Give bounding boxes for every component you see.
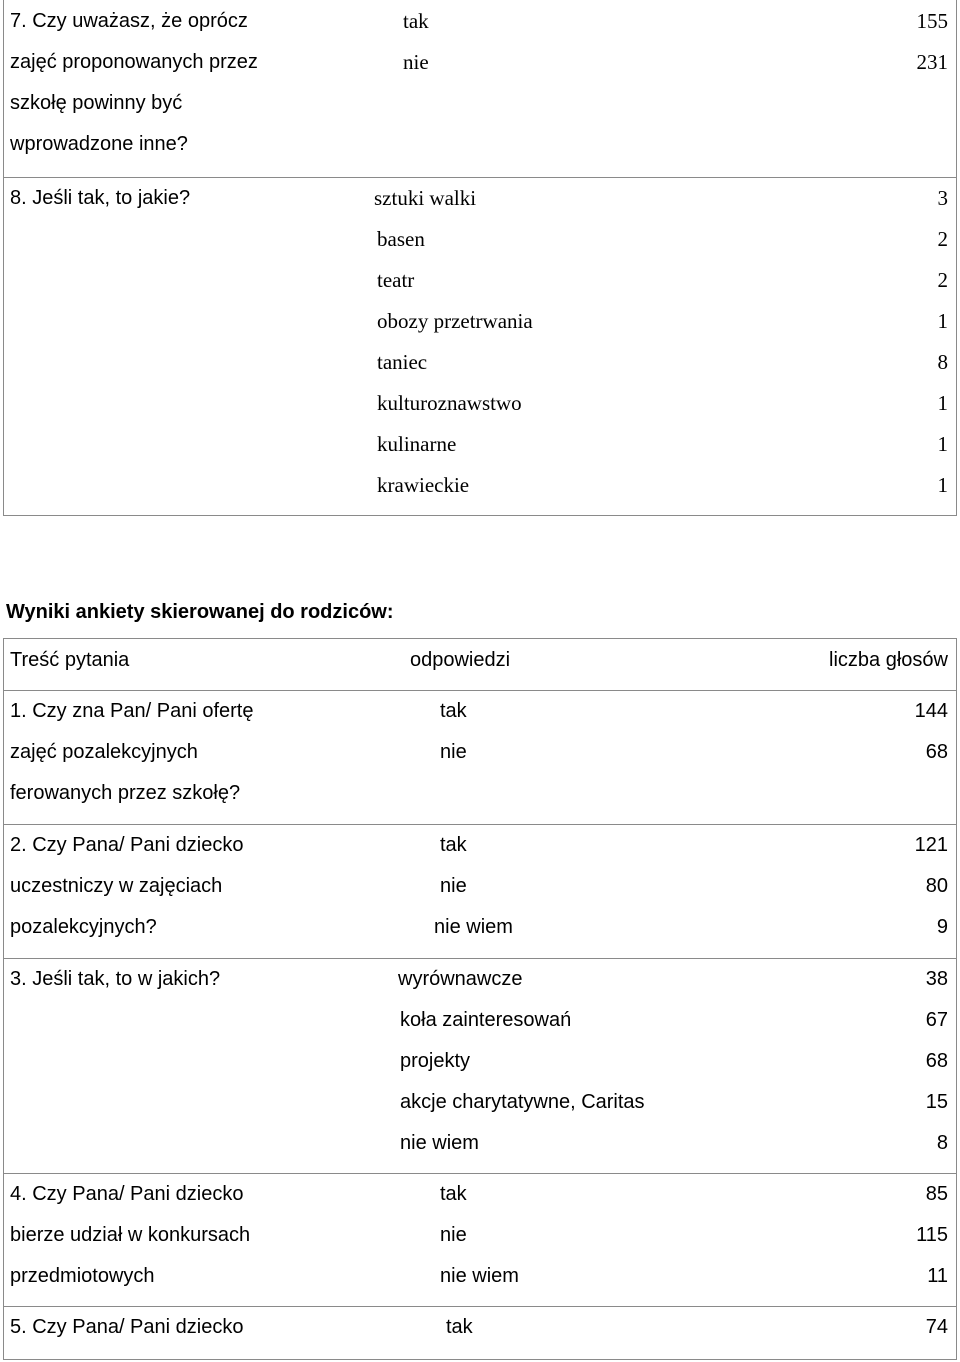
table-row	[4, 0, 956, 178]
answer-count: 2	[937, 268, 948, 292]
answer-count: 38	[925, 968, 948, 990]
table-row	[4, 178, 956, 515]
table-header-row	[4, 639, 956, 691]
answer-label: tak	[440, 700, 467, 722]
answer-label: tak	[440, 834, 467, 856]
answer-count: 85	[925, 1183, 948, 1205]
answer-count: 121	[914, 834, 948, 856]
answer-label: tak	[446, 1316, 473, 1338]
question-line: 1. Czy zna Pan/ Pani ofertę	[10, 700, 254, 722]
table-row	[4, 959, 956, 1174]
table-row	[4, 1174, 956, 1307]
answer-count: 68	[925, 741, 948, 763]
survey-table-students	[3, 0, 957, 516]
question-line: 2. Czy Pana/ Pani dziecko	[10, 834, 244, 856]
answer-label: obozy przetrwania	[377, 309, 533, 333]
answer-count: 1	[937, 473, 948, 497]
answer-label: kulturoznawstwo	[377, 391, 522, 415]
answer-count: 8	[937, 350, 948, 374]
answer-count: 80	[925, 875, 948, 897]
answer-count: 9	[936, 916, 948, 938]
answer-count: 15	[925, 1091, 948, 1113]
answer-count: 115	[916, 1224, 948, 1246]
question-line: zajęć pozalekcyjnych	[10, 741, 198, 763]
question-line: 3. Jeśli tak, to w jakich?	[10, 968, 221, 990]
answer-count: 74	[925, 1316, 948, 1338]
question-line: ferowanych przez szkołę?	[10, 782, 241, 804]
answer-label: koła zainteresowań	[400, 1009, 572, 1031]
answer-count: 3	[937, 186, 948, 210]
answer-count: 11	[927, 1265, 948, 1287]
table-row	[4, 1307, 956, 1359]
answer-count: 68	[925, 1050, 948, 1072]
question-line: 8. Jeśli tak, to jakie?	[10, 187, 191, 209]
question-line: bierze udział w konkursach	[10, 1224, 251, 1246]
answer-label: taniec	[377, 350, 428, 374]
answer-label: nie	[440, 741, 467, 763]
header-question: Treść pytania	[10, 649, 130, 671]
answer-label: nie	[403, 50, 429, 74]
header-answers: odpowiedzi	[410, 649, 511, 671]
answer-label: nie wiem	[400, 1132, 479, 1154]
question-line: 5. Czy Pana/ Pani dziecko	[10, 1316, 244, 1338]
answer-count: 1	[937, 432, 948, 456]
question-line: 4. Czy Pana/ Pani dziecko	[10, 1183, 244, 1205]
answer-label: krawieckie	[377, 473, 470, 497]
question-line: zajęć proponowanych przez	[10, 51, 258, 73]
question-line: 7. Czy uważasz, że oprócz	[10, 10, 248, 32]
header-votes: liczba głosów	[829, 649, 948, 671]
table-row	[4, 691, 956, 825]
answer-label: teatr	[377, 268, 415, 292]
answer-label: projekty	[400, 1050, 471, 1072]
question-line: wprowadzone inne?	[10, 133, 188, 155]
answer-label: nie	[440, 1224, 467, 1246]
question-line: szkołę powinny być	[10, 92, 183, 114]
survey-table-parents	[3, 638, 957, 1360]
answer-label: kulinarne	[377, 432, 457, 456]
answer-label: sztuki walki	[374, 186, 477, 210]
answer-label: basen	[377, 227, 425, 251]
answer-count: 67	[925, 1009, 948, 1031]
answer-label: akcje charytatywne, Caritas	[400, 1091, 645, 1113]
question-line: pozalekcyjnych?	[10, 916, 157, 938]
answer-label: tak	[440, 1183, 467, 1205]
answer-label: nie wiem	[440, 1265, 519, 1287]
answer-label: tak	[403, 9, 429, 33]
answer-label: wyrównawcze	[398, 968, 523, 990]
question-line: przedmiotowych	[10, 1265, 155, 1287]
table-row	[4, 825, 956, 959]
answer-label: nie wiem	[434, 916, 513, 938]
answer-count: 1	[937, 391, 948, 415]
section-title: Wyniki ankiety skierowanej do rodziców:	[6, 601, 394, 623]
answer-label: nie	[440, 875, 467, 897]
answer-count: 1	[937, 309, 948, 333]
answer-count: 2	[937, 227, 948, 251]
answer-count: 155	[916, 9, 948, 33]
answer-count: 231	[916, 50, 948, 74]
answer-count: 144	[914, 700, 948, 722]
question-line: uczestniczy w zajęciach	[10, 875, 223, 897]
answer-count: 8	[936, 1132, 948, 1154]
